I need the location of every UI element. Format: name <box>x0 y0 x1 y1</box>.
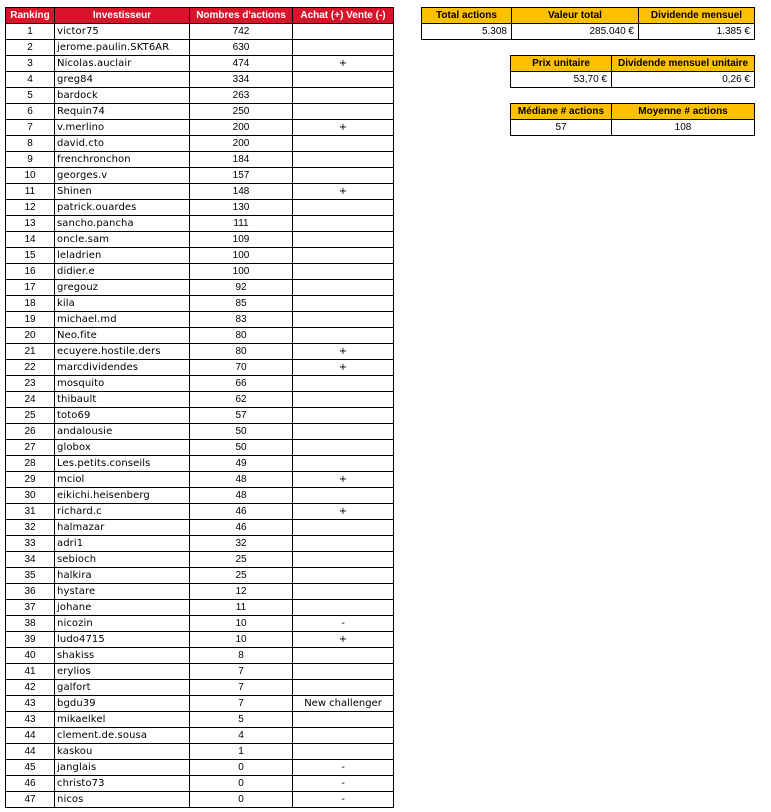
investor-name-cell: michael.md <box>55 312 190 328</box>
header-mediane: Médiane # actions <box>511 104 612 120</box>
investor-name-cell: Shinen <box>55 184 190 200</box>
shares-count-cell: 46 <box>190 520 293 536</box>
table-row <box>6 56 394 72</box>
table-row <box>6 456 394 472</box>
ranking-cell: 4 <box>6 72 55 88</box>
investor-name-cell: Requin74 <box>55 104 190 120</box>
investor-name-cell: toto69 <box>55 408 190 424</box>
ranking-cell: 8 <box>6 136 55 152</box>
table-row <box>6 296 394 312</box>
ranking-cell: 22 <box>6 360 55 376</box>
buy-sell-cell <box>293 520 394 536</box>
shares-count-cell: 8 <box>190 648 293 664</box>
shares-count-cell: 48 <box>190 472 293 488</box>
investor-name-cell: kaskou <box>55 744 190 760</box>
investor-name-cell: shakiss <box>55 648 190 664</box>
buy-sell-cell <box>293 744 394 760</box>
dividende-unitaire-value: 0,26 € <box>612 72 755 88</box>
table-row <box>6 312 394 328</box>
ranking-cell: 32 <box>6 520 55 536</box>
shares-count-cell: 66 <box>190 376 293 392</box>
investor-name-cell: nicozin <box>55 616 190 632</box>
investor-name-cell: andalousie <box>55 424 190 440</box>
ranking-cell: 29 <box>6 472 55 488</box>
buy-sell-cell <box>293 376 394 392</box>
buy-sell-cell <box>293 600 394 616</box>
investor-name-cell: thibault <box>55 392 190 408</box>
buy-sell-cell <box>293 40 394 56</box>
table-row <box>6 328 394 344</box>
shares-count-cell: 57 <box>190 408 293 424</box>
ranking-cell: 39 <box>6 632 55 648</box>
main-table-body <box>6 24 394 808</box>
shares-count-cell: 5 <box>190 712 293 728</box>
buy-sell-cell <box>293 680 394 696</box>
buy-sell-cell: + <box>293 632 394 648</box>
buy-sell-cell <box>293 536 394 552</box>
table-row <box>6 760 394 776</box>
investor-name-cell: clement.de.sousa <box>55 728 190 744</box>
table-row <box>6 104 394 120</box>
investor-name-cell: janglais <box>55 760 190 776</box>
ranking-cell: 12 <box>6 200 55 216</box>
main-table-header-row <box>6 8 394 24</box>
buy-sell-cell: + <box>293 344 394 360</box>
table-row <box>6 488 394 504</box>
investor-name-cell: globox <box>55 440 190 456</box>
investor-name-cell: adri1 <box>55 536 190 552</box>
investor-name-cell: georges.v <box>55 168 190 184</box>
buy-sell-cell <box>293 72 394 88</box>
ranking-cell: 6 <box>6 104 55 120</box>
investor-name-cell: nicos <box>55 792 190 808</box>
ranking-cell: 14 <box>6 232 55 248</box>
buy-sell-cell <box>293 584 394 600</box>
total-actions-value: 5.308 <box>422 24 512 40</box>
table-row <box>6 472 394 488</box>
ranking-cell: 20 <box>6 328 55 344</box>
investor-name-cell: halmazar <box>55 520 190 536</box>
shares-count-cell: 100 <box>190 264 293 280</box>
header-valeur-total: Valeur total <box>512 8 639 24</box>
shares-count-cell: 7 <box>190 680 293 696</box>
ranking-cell: 23 <box>6 376 55 392</box>
unit-price-table <box>510 55 755 88</box>
ranking-cell: 7 <box>6 120 55 136</box>
ranking-cell: 15 <box>6 248 55 264</box>
table-row <box>6 72 394 88</box>
table-row <box>6 376 394 392</box>
investor-name-cell: eikichi.heisenberg <box>55 488 190 504</box>
header-dividende-mensuel: Dividende mensuel <box>639 8 755 24</box>
investor-name-cell: sancho.pancha <box>55 216 190 232</box>
table-row <box>6 520 394 536</box>
ranking-cell: 19 <box>6 312 55 328</box>
buy-sell-cell <box>293 648 394 664</box>
table-row <box>6 728 394 744</box>
investor-name-cell: mciol <box>55 472 190 488</box>
ranking-cell: 13 <box>6 216 55 232</box>
ranking-cell: 25 <box>6 408 55 424</box>
investor-name-cell: patrick.ouardes <box>55 200 190 216</box>
ranking-cell: 35 <box>6 568 55 584</box>
shares-count-cell: 1 <box>190 744 293 760</box>
table-row <box>6 408 394 424</box>
investor-name-cell: ludo4715 <box>55 632 190 648</box>
ranking-cell: 11 <box>6 184 55 200</box>
investor-name-cell: christo73 <box>55 776 190 792</box>
shares-count-cell: 100 <box>190 248 293 264</box>
table-row <box>6 360 394 376</box>
shares-count-cell: 334 <box>190 72 293 88</box>
shares-count-cell: 184 <box>190 152 293 168</box>
buy-sell-cell <box>293 392 394 408</box>
investor-name-cell: mikaelkel <box>55 712 190 728</box>
table-row <box>6 200 394 216</box>
shares-count-cell: 25 <box>190 552 293 568</box>
shares-count-cell: 62 <box>190 392 293 408</box>
investor-name-cell: erylios <box>55 664 190 680</box>
ranking-cell: 1 <box>6 24 55 40</box>
ranking-cell: 34 <box>6 552 55 568</box>
shares-count-cell: 70 <box>190 360 293 376</box>
shares-count-cell: 85 <box>190 296 293 312</box>
dividende-mensuel-value: 1.385 € <box>639 24 755 40</box>
ranking-cell: 10 <box>6 168 55 184</box>
buy-sell-cell <box>293 328 394 344</box>
table-row <box>6 696 394 712</box>
table-row <box>6 152 394 168</box>
investor-name-cell: halkira <box>55 568 190 584</box>
header-nombres-actions: Nombres d'actions <box>190 8 293 24</box>
investor-name-cell: bgdu39 <box>55 696 190 712</box>
buy-sell-cell <box>293 568 394 584</box>
ranking-cell: 47 <box>6 792 55 808</box>
buy-sell-cell <box>293 152 394 168</box>
shares-count-cell: 148 <box>190 184 293 200</box>
buy-sell-cell <box>293 88 394 104</box>
table-row <box>6 536 394 552</box>
table-row <box>6 184 394 200</box>
header-ranking: Ranking <box>6 8 55 24</box>
ranking-cell: 24 <box>6 392 55 408</box>
shares-count-cell: 7 <box>190 696 293 712</box>
shares-count-cell: 46 <box>190 504 293 520</box>
buy-sell-cell: - <box>293 792 394 808</box>
table-row <box>6 664 394 680</box>
buy-sell-cell <box>293 24 394 40</box>
buy-sell-cell <box>293 136 394 152</box>
ranking-cell: 43 <box>6 696 55 712</box>
ranking-cell: 40 <box>6 648 55 664</box>
investor-name-cell: hystare <box>55 584 190 600</box>
buy-sell-cell: New challenger <box>293 696 394 712</box>
shares-count-cell: 48 <box>190 488 293 504</box>
table-row <box>6 424 394 440</box>
buy-sell-cell <box>293 728 394 744</box>
investor-name-cell: david.cto <box>55 136 190 152</box>
ranking-cell: 36 <box>6 584 55 600</box>
investor-name-cell: galfort <box>55 680 190 696</box>
buy-sell-cell: - <box>293 776 394 792</box>
investor-name-cell: frenchronchon <box>55 152 190 168</box>
investor-name-cell: didier.e <box>55 264 190 280</box>
ranking-cell: 46 <box>6 776 55 792</box>
shares-count-cell: 630 <box>190 40 293 56</box>
investor-name-cell: oncle.sam <box>55 232 190 248</box>
ranking-cell: 5 <box>6 88 55 104</box>
buy-sell-cell: + <box>293 120 394 136</box>
table-row <box>6 680 394 696</box>
table-row <box>6 584 394 600</box>
table-row <box>6 504 394 520</box>
table-row <box>6 248 394 264</box>
shares-count-cell: 11 <box>190 600 293 616</box>
investor-name-cell: sebioch <box>55 552 190 568</box>
ranking-cell: 44 <box>6 728 55 744</box>
buy-sell-cell <box>293 408 394 424</box>
shares-count-cell: 80 <box>190 328 293 344</box>
shares-count-cell: 10 <box>190 632 293 648</box>
buy-sell-cell <box>293 488 394 504</box>
table-row <box>6 88 394 104</box>
investor-name-cell: Neo.fite <box>55 328 190 344</box>
investor-name-cell: marcdividendes <box>55 360 190 376</box>
buy-sell-cell: + <box>293 504 394 520</box>
shares-count-cell: 157 <box>190 168 293 184</box>
investor-name-cell: gregouz <box>55 280 190 296</box>
buy-sell-cell <box>293 440 394 456</box>
header-moyenne: Moyenne # actions <box>612 104 755 120</box>
shares-count-cell: 32 <box>190 536 293 552</box>
table-row <box>6 264 394 280</box>
ranking-cell: 26 <box>6 424 55 440</box>
table-row <box>6 136 394 152</box>
investor-name-cell: richard.c <box>55 504 190 520</box>
ranking-cell: 30 <box>6 488 55 504</box>
buy-sell-cell <box>293 456 394 472</box>
shares-count-cell: 111 <box>190 216 293 232</box>
table-row <box>6 392 394 408</box>
table-row <box>6 24 394 40</box>
ranking-cell: 43 <box>6 712 55 728</box>
shares-count-cell: 474 <box>190 56 293 72</box>
shares-count-cell: 83 <box>190 312 293 328</box>
buy-sell-cell <box>293 424 394 440</box>
shares-count-cell: 7 <box>190 664 293 680</box>
table-row <box>6 440 394 456</box>
shares-count-cell: 49 <box>190 456 293 472</box>
table-row <box>6 216 394 232</box>
shares-count-cell: 0 <box>190 792 293 808</box>
shares-count-cell: 10 <box>190 616 293 632</box>
buy-sell-cell <box>293 296 394 312</box>
table-row <box>6 280 394 296</box>
shares-count-cell: 263 <box>190 88 293 104</box>
investor-name-cell: ecuyere.hostile.ders <box>55 344 190 360</box>
table-row <box>6 632 394 648</box>
mediane-value: 57 <box>511 120 612 136</box>
table-row <box>6 232 394 248</box>
shares-count-cell: 742 <box>190 24 293 40</box>
buy-sell-cell: + <box>293 360 394 376</box>
buy-sell-cell <box>293 168 394 184</box>
ranking-cell: 21 <box>6 344 55 360</box>
shares-count-cell: 4 <box>190 728 293 744</box>
investor-name-cell: Les.petits.conseils <box>55 456 190 472</box>
shares-count-cell: 109 <box>190 232 293 248</box>
totals-table <box>421 7 755 40</box>
shares-count-cell: 130 <box>190 200 293 216</box>
moyenne-value: 108 <box>612 120 755 136</box>
ranking-cell: 2 <box>6 40 55 56</box>
stats-table <box>510 103 755 136</box>
ranking-cell: 45 <box>6 760 55 776</box>
table-row <box>6 168 394 184</box>
header-achat-vente: Achat (+) Vente (-) <box>293 8 394 24</box>
investor-ranking-table <box>5 7 394 808</box>
buy-sell-cell <box>293 200 394 216</box>
ranking-cell: 31 <box>6 504 55 520</box>
shares-count-cell: 25 <box>190 568 293 584</box>
shares-count-cell: 50 <box>190 440 293 456</box>
buy-sell-cell: + <box>293 472 394 488</box>
buy-sell-cell <box>293 248 394 264</box>
ranking-cell: 33 <box>6 536 55 552</box>
buy-sell-cell <box>293 664 394 680</box>
buy-sell-cell <box>293 104 394 120</box>
table-row <box>6 120 394 136</box>
investor-name-cell: Nicolas.auclair <box>55 56 190 72</box>
ranking-cell: 27 <box>6 440 55 456</box>
ranking-cell: 28 <box>6 456 55 472</box>
buy-sell-cell <box>293 312 394 328</box>
buy-sell-cell <box>293 280 394 296</box>
table-row <box>6 792 394 808</box>
investor-name-cell: leladrien <box>55 248 190 264</box>
investor-name-cell: johane <box>55 600 190 616</box>
buy-sell-cell: - <box>293 760 394 776</box>
table-row <box>6 600 394 616</box>
shares-count-cell: 200 <box>190 120 293 136</box>
buy-sell-cell: + <box>293 56 394 72</box>
investor-name-cell: v.merlino <box>55 120 190 136</box>
investor-name-cell: greg84 <box>55 72 190 88</box>
ranking-cell: 42 <box>6 680 55 696</box>
table-row <box>6 648 394 664</box>
table-row <box>6 712 394 728</box>
ranking-cell: 38 <box>6 616 55 632</box>
investor-name-cell: kila <box>55 296 190 312</box>
ranking-cell: 18 <box>6 296 55 312</box>
buy-sell-cell <box>293 712 394 728</box>
header-dividende-unitaire: Dividende mensuel unitaire <box>612 56 755 72</box>
ranking-cell: 3 <box>6 56 55 72</box>
table-row <box>6 616 394 632</box>
header-prix-unitaire: Prix unitaire <box>511 56 612 72</box>
table-row <box>6 552 394 568</box>
shares-count-cell: 12 <box>190 584 293 600</box>
valeur-total-value: 285.040 € <box>512 24 639 40</box>
header-total-actions: Total actions <box>422 8 512 24</box>
buy-sell-cell: - <box>293 616 394 632</box>
ranking-cell: 16 <box>6 264 55 280</box>
shares-count-cell: 92 <box>190 280 293 296</box>
prix-unitaire-value: 53,70 € <box>511 72 612 88</box>
table-row <box>6 776 394 792</box>
ranking-cell: 44 <box>6 744 55 760</box>
buy-sell-cell <box>293 216 394 232</box>
ranking-cell: 17 <box>6 280 55 296</box>
shares-count-cell: 50 <box>190 424 293 440</box>
ranking-cell: 37 <box>6 600 55 616</box>
buy-sell-cell: + <box>293 184 394 200</box>
ranking-cell: 9 <box>6 152 55 168</box>
ranking-cell: 41 <box>6 664 55 680</box>
shares-count-cell: 80 <box>190 344 293 360</box>
shares-count-cell: 200 <box>190 136 293 152</box>
header-investisseur: Investisseur <box>55 8 190 24</box>
investor-name-cell: victor75 <box>55 24 190 40</box>
buy-sell-cell <box>293 264 394 280</box>
buy-sell-cell <box>293 232 394 248</box>
shares-count-cell: 250 <box>190 104 293 120</box>
table-row <box>6 744 394 760</box>
buy-sell-cell <box>293 552 394 568</box>
shares-count-cell: 0 <box>190 760 293 776</box>
table-row <box>6 568 394 584</box>
shares-count-cell: 0 <box>190 776 293 792</box>
investor-name-cell: mosquito <box>55 376 190 392</box>
investor-name-cell: jerome.paulin.SKT6AR <box>55 40 190 56</box>
table-row <box>6 40 394 56</box>
table-row <box>6 344 394 360</box>
investor-name-cell: bardock <box>55 88 190 104</box>
